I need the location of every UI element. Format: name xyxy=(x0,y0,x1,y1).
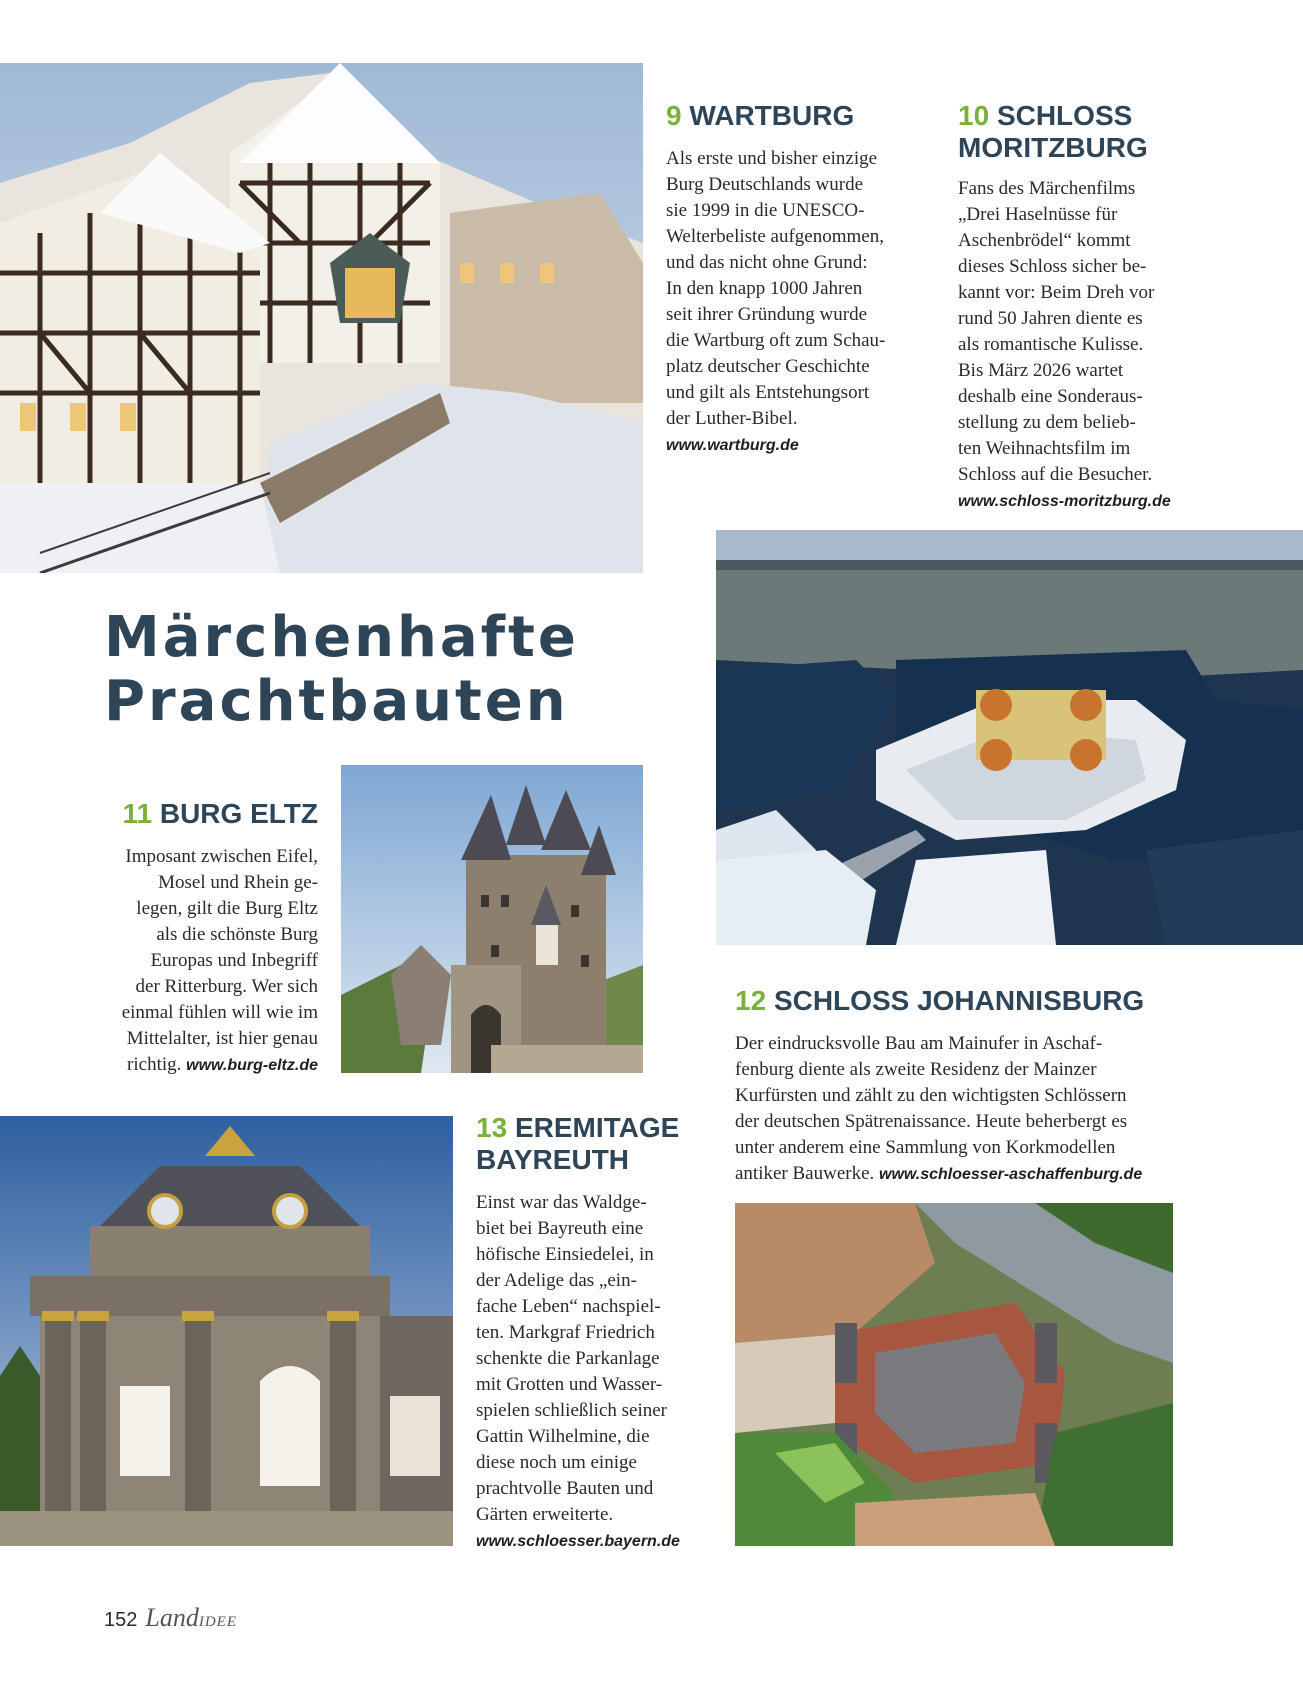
entry-burg-eltz xyxy=(90,798,318,1079)
wartburg-text: Als erste und bisher einzige Burg Deutschlands wurde sie 1999 in die UNESCO- Welterbeliste aufgenommen, und das nicht ohne Grund: In den knapp 1000 Jahren seit ihrer Gründung wurde die Wartburg oft zum Schau- platz deutscher Geschichte und gilt als Entstehungsort der Luther-Bibel. www.wartburg.de xyxy=(666,148,886,454)
burg-eltz-link[interactable]: www.burg-eltz.de xyxy=(186,1057,318,1074)
entry-eremitage xyxy=(476,1112,716,1555)
entry-wartburg xyxy=(666,100,936,459)
magazine-logo xyxy=(145,1603,237,1632)
moritzburg-photo xyxy=(716,530,1303,945)
eremitage-link[interactable]: www.schloesser.bayern.de xyxy=(476,1533,680,1550)
johannisburg-text: Der eindrucksvolle Bau am Mainufer in Aschaf- fenburg diente als zweite Residenz der Mainzer Kurfürsten und zählt zu den wichtigsten Schlössern der deutschen Spätrenaissance. Heute beherbergt es unter anderem eine Sammlung von Korkmodellen antiker Bauwerke. www.schloesser-aschaffenburg.de xyxy=(735,1033,1143,1184)
moritzburg-heading xyxy=(958,100,1258,164)
moritzburg-text: Fans des Märchenfilms „Drei Haselnüsse für Aschenbrödel“ kommt dieses Schloss sicher be- kannt vor: Beim Dreh vor rund 50 Jahren diente es als romantische Kulisse. Bis März 2026 wartet deshalb eine Sonderaus- stellung zu dem belieb- ten Weihnachtsfilm im Schloss auf die Besucher. www.schloss-moritzburg.de xyxy=(958,178,1171,510)
eremitage-photo xyxy=(0,1116,453,1546)
burg-eltz-photo xyxy=(341,765,643,1073)
johannisburg-photo xyxy=(735,1203,1173,1546)
page-footer xyxy=(104,1603,237,1633)
johannisburg-heading xyxy=(735,985,1195,1017)
burg-eltz-text: Imposant zwischen Eifel, Mosel und Rhein ge- legen, gilt die Burg Eltz als die schönste Burg Europas und Inbegriff der Ritterburg. Wer sich einmal fühlen will wie im Mittelalter, ist hier genau richtig. www.burg-eltz.de xyxy=(121,846,318,1075)
burg-eltz-number: 11 xyxy=(122,798,153,829)
page-title-line-2: Prachtbauten xyxy=(104,669,569,734)
wartburg-link[interactable]: www.wartburg.de xyxy=(666,437,799,454)
eremitage-title-2: BAYREUTH xyxy=(476,1144,629,1175)
logo-land: Land xyxy=(145,1603,199,1632)
johannisburg-title: SCHLOSS JOHANNISBURG xyxy=(773,985,1145,1016)
entry-johannisburg xyxy=(735,985,1195,1188)
page-number: 152 xyxy=(104,1609,138,1631)
logo-idee: IDEE xyxy=(198,1614,237,1630)
johannisburg-link[interactable]: www.schloesser-aschaffenburg.de xyxy=(879,1166,1143,1183)
eremitage-number: 13 xyxy=(476,1112,508,1143)
burg-eltz-heading xyxy=(90,798,318,830)
burg-eltz-title: BURG ELTZ xyxy=(159,798,318,829)
moritzburg-title-2: MORITZBURG xyxy=(958,132,1148,163)
eremitage-title: EREMITAGE xyxy=(514,1112,680,1143)
wartburg-number: 9 xyxy=(666,100,682,131)
wartburg-title: WARTBURG xyxy=(689,100,855,131)
moritzburg-link[interactable]: www.schloss-moritzburg.de xyxy=(958,493,1171,510)
moritzburg-number: 10 xyxy=(958,100,990,131)
entry-moritzburg xyxy=(958,100,1258,515)
eremitage-text: Einst war das Waldge- biet bei Bayreuth eine höfische Einsiedelei, in der Adelige das „ein- fache Leben“ nachspiel- ten. Markgraf Friedrich schenkte die Parkanlage mit Grotten und Wasser- spielen schließlich seiner Gattin Wilhelmine, die diese noch um einige prachtvolle Bauten und Gärten erweiterte. www.schloesser.bayern.de xyxy=(476,1192,680,1550)
page-title xyxy=(104,606,579,734)
eremitage-heading xyxy=(476,1112,716,1176)
wartburg-photo xyxy=(0,63,643,573)
moritzburg-title: SCHLOSS xyxy=(996,100,1133,131)
johannisburg-number: 12 xyxy=(735,985,767,1016)
page-title-line-1: Märchenhafte xyxy=(104,605,579,670)
wartburg-heading xyxy=(666,100,936,132)
